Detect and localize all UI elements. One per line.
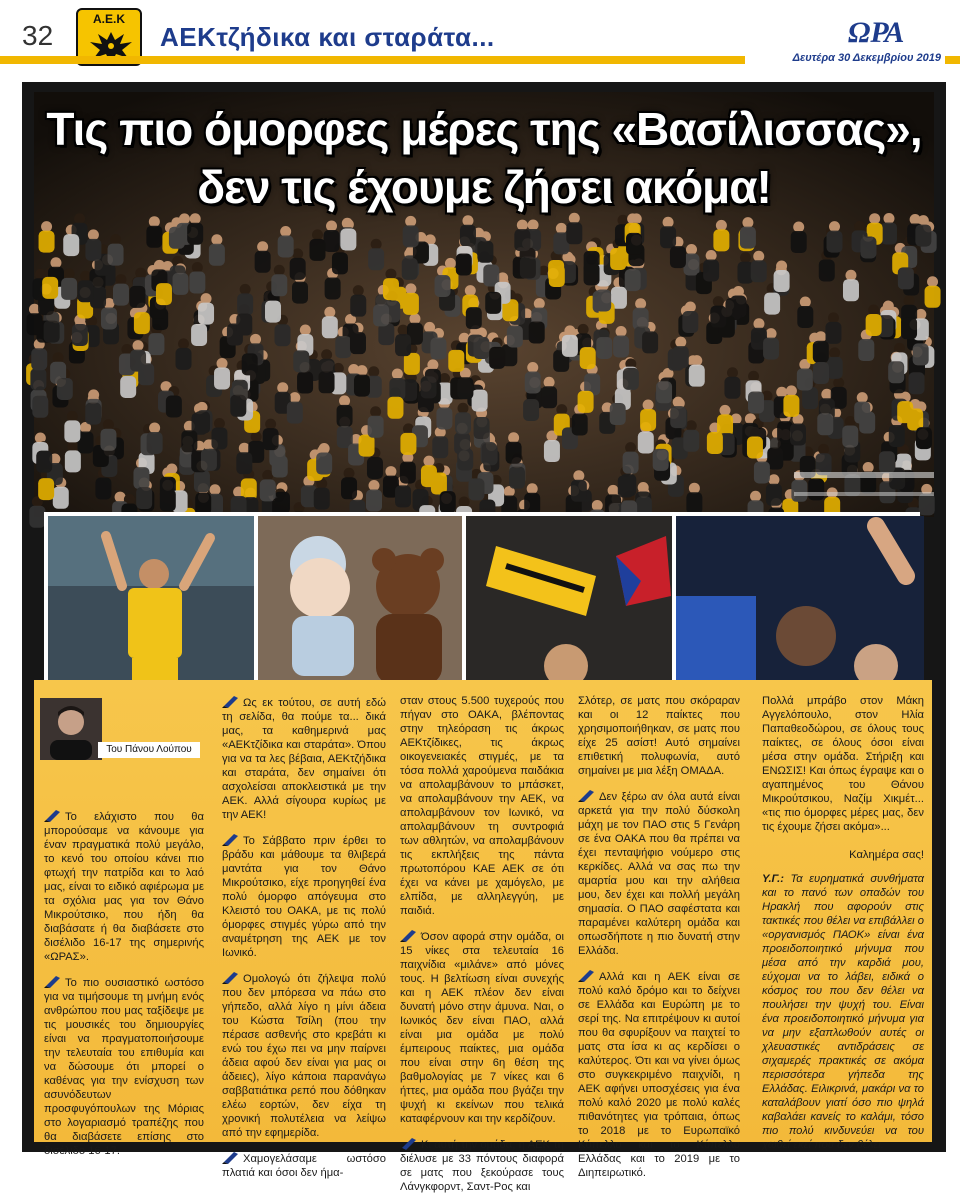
paragraph-text: Το ελάχιστο που θα μπορούσαμε να κάνουμε για έναν πραγματικά πολύ μεγάλο, το κενό του οποίου κάνει πιο φτωχή την πατρίδα και το λαό μας, είναι το ειδικό αφιέρωμα με τα σχόλια μας για τον Θάνο Μικρούτσικο, που ήδη θα διαβάσατε ή θα διαβάσετε στο δισέλιδο 16-17 της σημερινής «ΩΡΑΣ».: [44, 811, 204, 963]
pen-icon: [44, 974, 62, 988]
paragraph-text: Αλλά και η ΑΕΚ είναι σε πολύ καλό δρόμο και το δείχνει σε Ελλάδα και Ευρώπη με το σερί της. Να επιτρέψουν κι αυτοί που θα σφυρίξουν να παιχτεί το ματς στα ίσα κι ας κερδίσει ο καλύτερος. Ότι και να γίνει όμως στο συγκεκριμένο παιχνίδι, η ΑΕΚ αφήνει υποσχέσεις για ένα πολύ καλό 2020 με πολύ καλές πιθανότητες για τρόπαια, όπως το 2018 με το Ευρωπαϊκό Κύπελλο και το Κύπελλο Ελλάδας και το 2019 με το Διηπειρωτικό.: [578, 971, 740, 1179]
paragraph: [222, 1150, 386, 1180]
paragraph-text: Κι αυτή την ομάδα, η ΑΕΚ τη διέλυσε με 33 πόντους διαφορά σε ματς που ξεκούρασε τους Λάνγκφορντ, Σαντ-Ρος και: [400, 1139, 564, 1193]
page-number: 32: [22, 20, 54, 51]
paragraph: [400, 928, 564, 1126]
paragraph-text: Ομολογώ ότι ζήλεψα πολύ που δεν μπόρεσα να πάω στο γήπεδο, αλλά λίγο η μίνι άδεια του Κώστα Τσίλη (που την πέρασε ασθενής στο κρεβάτι κι ενώ του έχω πει να μην παίρνει άδεια αφού δεν είναι για μας οι άδειες), λίγο κάποια παρανάγω σαββατιάτικα ρεπό που δόθηκαν ελέω εορτών, δεν είχα τη χρονική πολυτέλεια να λείψω από την εφημερίδα.: [222, 973, 386, 1139]
pen-icon: [578, 788, 596, 802]
paragraph-text: Το Σάββατο πριν έρθει το βράδυ και μάθουμε τα θλιβερά μαντάτα για τον Θάνο Μικρούτσικο, είχε προηγηθεί ένα πολύ όμορφο απόγευμα στο Κλειστό του ΟΑΚΑ, με τις πολύ όμορφες στιγμές γύρω από την αναμέτρηση της ΑΕΚ με τον Ιωνικό.: [222, 835, 386, 959]
paragraph: [222, 970, 386, 1140]
article-column-5: [762, 694, 924, 1162]
postscript: [762, 872, 924, 1152]
photo-toys: [254, 512, 464, 680]
masthead: ΩΡΑ: [848, 16, 905, 49]
author-name: Του Πάνου Λούπου: [98, 742, 200, 758]
paragraph: [44, 808, 204, 964]
paragraph-text: Το πιο ουσιαστικό ωστόσο για να τιμήσουμε τη μνήμη ενός ανθρώπου που μας ταξίδεψε με τις μουσικές του δημιουργίες είναι να πραγματοποιήσουμε την τελευταία του επιθυμία και να δώσουμε ότι μπορεί ο καθένας για την ενίσχυση των ασυνόδευτων προσφυγόπουλων της Μόριας στο λογαριασμό τραπέζης που θα διαβάσετε επίσης στο δισέλιδο 16-17.: [44, 977, 204, 1157]
paragraph: [222, 694, 386, 822]
photo-flags: [462, 512, 672, 680]
player-illustration: [48, 516, 258, 684]
section-title: ΑΕΚτζήδικα και σταράτα...: [160, 22, 495, 52]
postscript-text: Τα ευρηματικά συνθήματα και το πανό των οπαδών του Ηρακλή που αφορούν στις τακτικές που θέλει να επιβάλλει ο «οργανισμός ΠΑΟΚ» είναι ένα προειδοποιητικό μήνυμα που μέσα από την καρδιά μου, εύχομαι να το λάβει, ειδικά ο κόσμος του που δεν θέλει να πουλήσει την ψυχή του. Είναι ένα προειδοποιητικό μήνυμα για να μην εξαπλωθούν αυτές οι χλευαστικές αντιδράσεις σε σιχαμερές πρακτικές σε ακόμα περισσότερα γήπεδα της Ελλάδας. Ειλικρινά, μακάρι να το καταλάβουν γιατί όσο πιο ψηλά καβαλάει κανείς το καλάμι, τόσο πιο πολύ κινδυνεύει να του χωθεί εκεί που δεν θέλει.: [762, 873, 925, 1151]
headline: [34, 100, 934, 216]
paragraph: [44, 974, 204, 1158]
pen-icon: [400, 1136, 418, 1150]
pen-icon: [222, 694, 240, 708]
paragraph-text: Ως εκ τούτου, σε αυτή εδώ τη σελίδα, θα πούμε τα... δικά μας, τα καθημερινά μας «ΑΕΚτζίδικα και σταράτα». Όπου για να τα λες βέβαια, ΑΕΚτζήδικα και σταράτα, δεν σημαίνει ότι ασχολείσαι αποκλειστικά με την ΑΕΚ. Αλλά σίγουρα κυρίως με την ΑΕΚ!: [222, 697, 386, 821]
article-column-3: [400, 694, 564, 1204]
paragraph: [400, 694, 564, 918]
paragraph-text: Όσον αφορά στην ομάδα, οι 15 νίκες στα τελευταία 16 παιχνίδια «μιλάνε» από μόνες τους. Η βελτίωση είναι συνεχής και η ΑΕΚ πλέον δεν είναι δυνατή μόνο στην άμυνα. Ναι, ο Ιωνικός δεν είναι ΠΑΟ, αλλά είναι μια ομάδα με πολύ έμπειρους παίκτες, μια ομάδα που είναι στην 6η θέση της βαθμολογίας με 7 νίκες και 6 ήττες, μια ομάδα που βγάζει την ψυχή κι εκείνων που τελικά καταφέρνουν και την κερδίζουν.: [400, 931, 564, 1125]
paragraph-text: Σλότερ, σε ματς που σκόραραν και οι 12 παίκτες που χρησιμοποιήθηκαν, σε ματς που είχε 25 ασίστ! Αυτό σημαίνει επιθετική πολυφωνία, αυτό σημαίνει με μια λέξη ΟΜΑΔΑ.: [578, 695, 740, 777]
logo-text: Α.Ε.Κ: [92, 12, 125, 26]
paragraph: [762, 694, 924, 834]
paragraph-text: Χαμογελάσαμε ωστόσο πλατιά και όσοι δεν ήμα-: [222, 1153, 386, 1179]
author-portrait-icon: [40, 698, 102, 760]
pen-icon: [222, 970, 240, 984]
pen-icon: [222, 832, 240, 846]
paragraph: [578, 694, 740, 778]
paragraph-text: σταν στους 5.500 τυχερούς που πήγαν στο ΟΑΚΑ, βλέποντας στην τηλεόραση τις άκρως ΑΕΚτζίδικες, τις άκρως οικογενειακές στιγμές, με τα τόσα πολλά χαρούμενα παιδάκια να απολαμβάνουν το μπάσκετ, να απολαμβάνουν την ΑΕΚ, να απολαμβάνουν τον Ιωνικό, να απολαμβάνουν τη συντροφιά των αθλητών, να απολαμβάνουν τις εκπλήξεις της πάντα πρωτοπόρου ΚΑΕ ΑΕΚ σε ότι έχει να κάνει με χαμόγελο, με ελπίδα, με αλληλεγγύη, με παιδιά.: [400, 695, 564, 917]
pen-icon: [222, 1150, 240, 1164]
author-photo: [40, 698, 102, 760]
toys-illustration: [258, 516, 468, 684]
headline-line-2: δεν τις έχουμε ζήσει ακόμα!: [197, 161, 771, 213]
photo-celebration: [672, 512, 920, 680]
paragraph-text: Πολλά μπράβο στον Μάκη Αγγελόπουλο, στον Ηλία Παπαθεοδώρου, σε όλους τους παίκτες, σε όλους όσοι είναι μέσα στην ομάδα. Στήριξη και ΕΝΩΣΙΣ! Και όπως έγραψε και ο αγαπημένος του Θάνου Μικρούτσικου, Ναζίμ Χικμέτ... «τις πιο όμορφες μέρες μας, δεν τις έχουμε ζήσει ακόμα»...: [762, 695, 924, 833]
article-column-1: [44, 808, 204, 1168]
page-header: [0, 0, 960, 72]
article-column-4: [578, 694, 740, 1190]
paragraph-text: Δεν ξέρω αν όλα αυτά είναι αρκετά για την πολύ δύσκολη μάχη με τον ΠΑΟ στις 5 Γενάρη σε ένα ΟΑΚΑ που θα πρέπει να έχει πενταψήφιο νούμερο στις κερκίδες. Αλλά να σας πω την αμαρτία μου και την αλήθεια μου, δεν έχει και πολλή μεγάλη σημασία. Ο ΠΑΟ σαφέστατα και παραμένει καλύτερη ομάδα και οπωσδήποτε η πιο δυνατή στην Ελλάδα.: [578, 791, 740, 957]
paragraph: [222, 832, 386, 960]
paragraph: [400, 1136, 564, 1194]
greeting: Καλημέρα σας!: [849, 849, 924, 861]
photo-player: [44, 512, 254, 680]
pen-icon: [400, 928, 418, 942]
pen-icon: [578, 968, 596, 982]
paragraph: [578, 968, 740, 1180]
pen-icon: [44, 808, 62, 822]
headline-line-1: Τις πιο όμορφες μέρες της «Βασίλισσας»,: [46, 103, 922, 155]
author-box: [40, 698, 198, 760]
article-column-2: [222, 694, 386, 1190]
celebration-illustration: [676, 516, 924, 684]
paragraph: [578, 788, 740, 958]
postscript-label: Υ.Γ.:: [762, 873, 784, 885]
issue-date: Δευτέρα 30 Δεκεμβρίου 2019: [745, 52, 945, 64]
flags-illustration: [466, 516, 676, 684]
